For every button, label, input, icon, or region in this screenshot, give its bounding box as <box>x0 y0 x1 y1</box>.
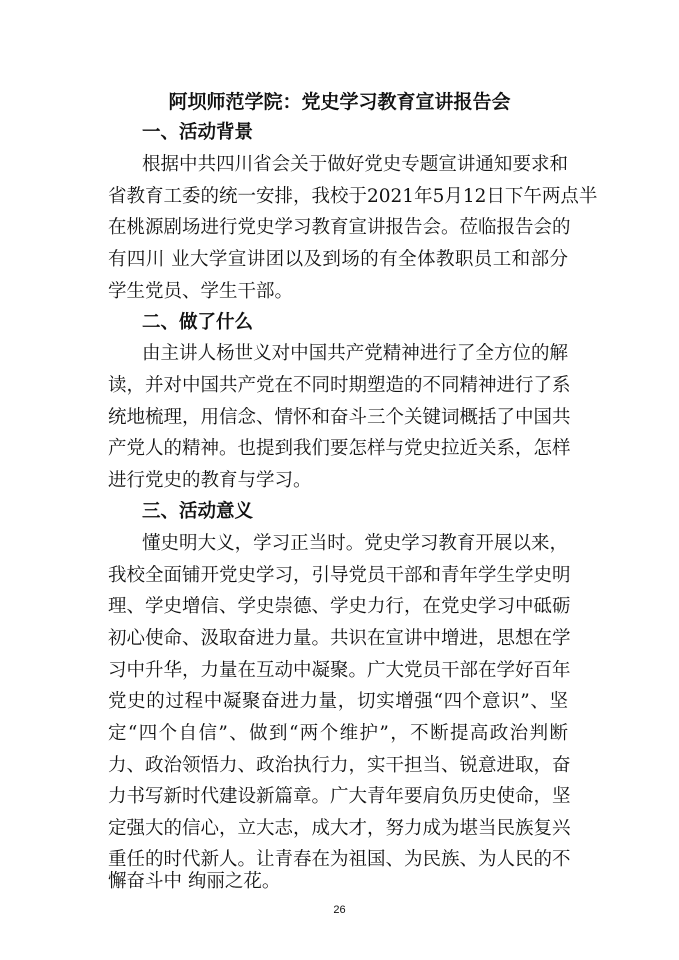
document-title: 阿坝师范学院：党史学习教育宣讲报告会 <box>168 91 511 113</box>
paragraph-line: 由主讲人杨世义对中国共产党精神进行了全方位的解 <box>142 343 568 364</box>
paragraph-line: 统地梳理，用信念、情怀和奋斗三个关键词概括了中国共 <box>108 407 571 428</box>
paragraph-line: 根据中共四川省会关于做好党史专题宣讲通知要求和 <box>142 154 568 175</box>
paragraph-line: 力、政治领悟力、政治执行力，实干担当、锐意进取，奋 <box>108 755 571 776</box>
paragraph-line: 产党人的精神。也提到我们要怎样与党史拉近关系，怎样 <box>108 438 571 459</box>
paragraph-line: 省教育工委的统一安排，我校于2021年5月12日下午两点半 <box>108 186 598 207</box>
paragraph-line: 学生党员、学生干部。 <box>108 281 294 302</box>
section-heading-background: 一、活动背景 <box>142 122 254 143</box>
paragraph-line: 初心使命、汲取奋进力量。共识在宣讲中增进，思想在学 <box>108 628 571 649</box>
paragraph-line: 理、学史增信、学史崇德、学史力行，在党史学习中砥砺 <box>108 596 571 617</box>
page-number: 26 <box>333 904 346 916</box>
paragraph-line: 进行党史的教育与学习。 <box>108 470 312 491</box>
paragraph-line: 读，并对中国共产党在不同时期塑造的不同精神进行了系 <box>108 375 571 396</box>
paragraph-line: 重任的时代新人。让青春在为祖国、为民族、为人民的不 <box>108 849 571 870</box>
paragraph-line: 在桃源剧场进行党史学习教育宣讲报告会。莅临报告会的 <box>108 217 571 238</box>
paragraph-line: 定强大的信心，立大志，成大才，努力成为堪当民族复兴 <box>108 818 571 839</box>
paragraph-line: 懂史明大义，学习正当时。党史学习教育开展以来， <box>142 533 568 554</box>
paragraph-line: 我校全面铺开党史学习，引导党员干部和青年学生学史明 <box>108 565 571 586</box>
paragraph-line: 力书写新时代建设新篇章。广大青年要肩负历史使命，坚 <box>108 786 571 807</box>
paragraph-line: 懈奋斗中 绚丽之花。 <box>108 871 281 892</box>
paragraph-line: 习中升华，力量在互动中凝聚。广大党员干部在学好百年 <box>108 660 571 681</box>
paragraph-line: 定“四个自信”、做到“两个维护”，不断提高政治判断 <box>108 723 568 744</box>
section-heading-what-was-done: 二、做了什么 <box>142 312 254 333</box>
paragraph-line: 有四川 业大学宣讲团以及到场的有全体教职员工和部分 <box>108 249 568 270</box>
section-heading-significance: 三、活动意义 <box>142 501 254 522</box>
paragraph-line: 党史的过程中凝聚奋进力量，切实增强“四个意识”、坚 <box>108 691 568 712</box>
